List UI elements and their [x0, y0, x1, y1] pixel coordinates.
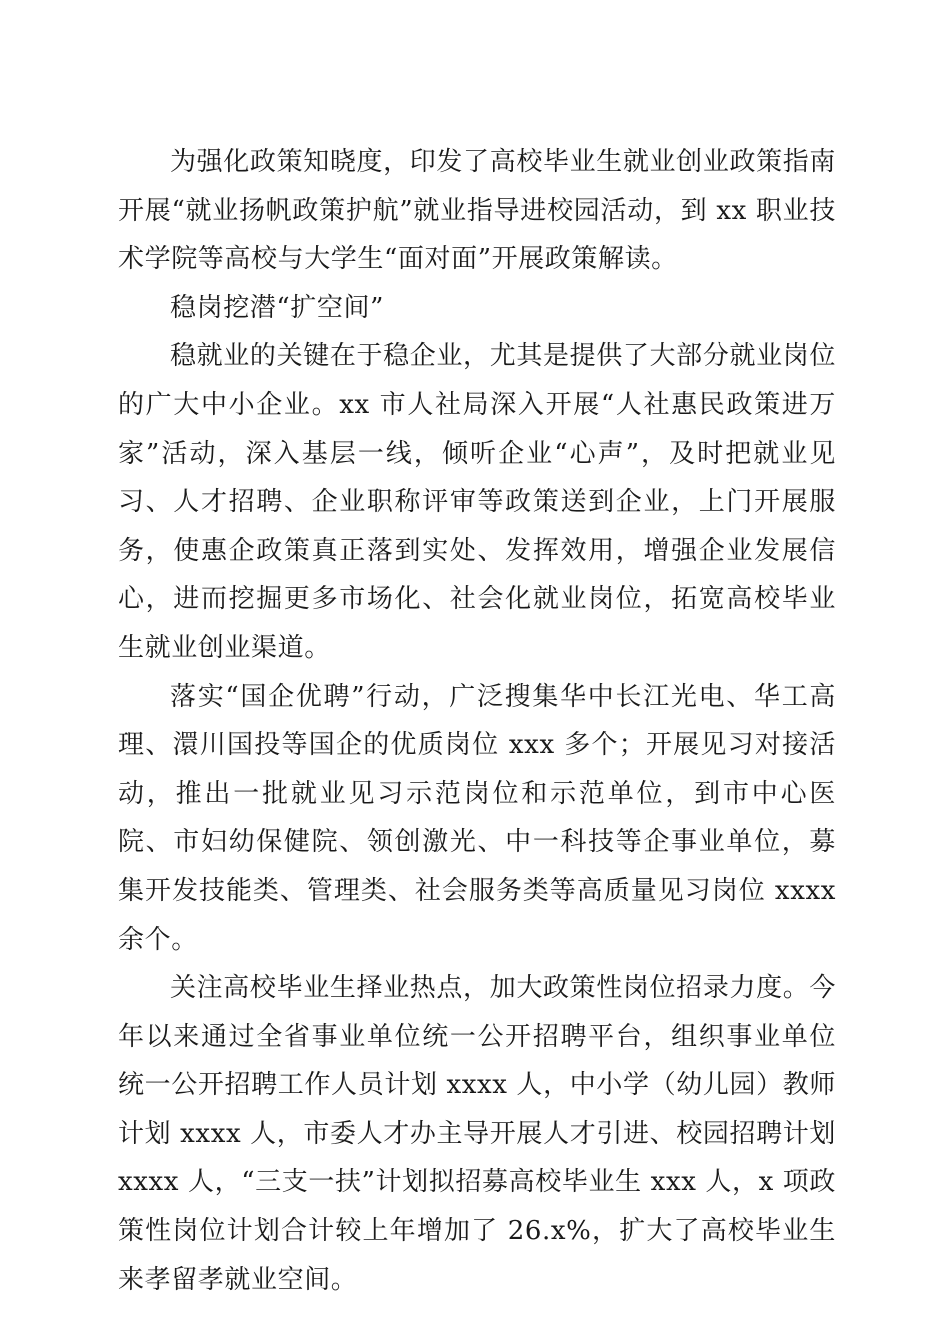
paragraph-policy-positions: 关注高校毕业生择业热点，加大政策性岗位招录力度。今年以来通过全省事业单位统一公开招聘平台，组织事业单位统一公开招聘工作人员计划 xxxx 人，中小学（幼儿园）教师计划 xxxx 人，市委人才办主导开展人才引进、校园招聘计划 xxxx 人，“三支一扶”计划拟招募高校毕业生 xxx 人，x 项政策性岗位计划合计较上年增加了 26.x%，扩大了高校毕业生来孝留孝就业空间。: [118, 973, 836, 1295]
paragraph-stabilize-enterprises: 稳就业的关键在于稳企业，尤其是提供了大部分就业岗位的广大中小企业。xx 市人社局深入开展“人社惠民政策进万家”活动，深入基层一线，倾听企业“心声”，及时把就业见习、人才招聘、企业职称评审等政策送到企业，上门开展服务，使惠企政策真正落到实处、发挥效用，增强企业发展信心，进而挖掘更多市场化、社会化就业岗位，拓宽高校毕业生就业创业渠道。: [118, 341, 836, 663]
paragraph-policy-awareness: 为强化政策知晓度，印发了高校毕业生就业创业政策指南开展“就业扬帆政策护航”就业指导进校园活动，到 xx 职业技术学院等高校与大学生“面对面”开展政策解读。: [118, 147, 836, 275]
section-heading-stabilize-jobs: 稳岗挖潜“扩空间”: [170, 292, 384, 323]
paragraph-state-enterprise-recruitment: 落实“国企优聘”行动，广泛搜集华中长江光电、华工高理、澴川国投等国企的优质岗位 xxx 多个；开展见习对接活动，推出一批就业见习示范岗位和示范单位，到市中心医院、市妇幼保健院、领创激光、中一科技等企事业单位，募集开发技能类、管理类、社会服务类等高质量见习岗位 xxxx 余个。: [118, 681, 836, 955]
document-body: [118, 138, 836, 1304]
